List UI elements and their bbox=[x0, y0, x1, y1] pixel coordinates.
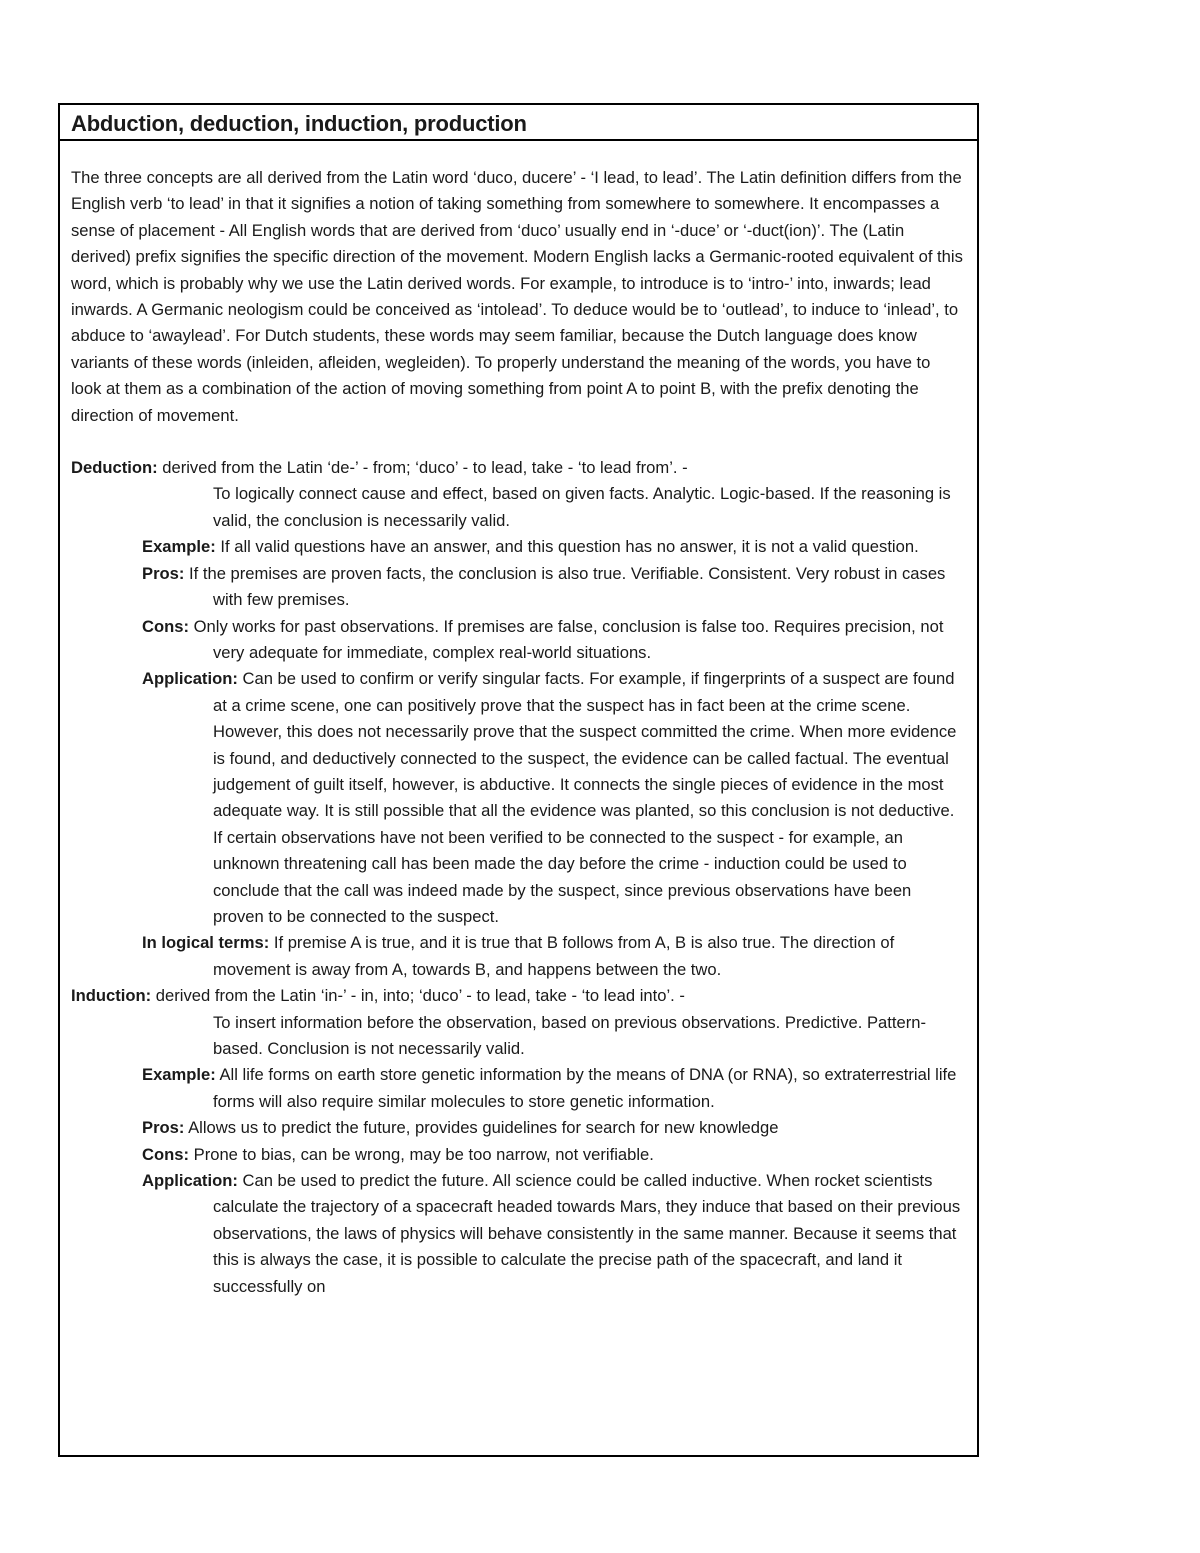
deduction-example-text: If all valid questions have an answer, and this question has no answer, it is not a valid question. bbox=[215, 537, 919, 557]
deduction-pros-label: Pros: bbox=[142, 563, 185, 583]
page-title: Abduction, deduction, induction, production bbox=[60, 105, 977, 141]
induction-application-label: Application: bbox=[142, 1171, 238, 1191]
deduction-application bbox=[142, 666, 965, 930]
deduction-cons bbox=[142, 614, 965, 667]
induction-pros-text: Allows us to predict the future, provides guidelines for search for new knowledge bbox=[184, 1118, 779, 1138]
induction-application-text: Can be used to predict the future. All science could be called inductive. When rocket scientists calculate the trajectory of a spacecraft headed towards Mars, they induce that based on their previous observations, the laws of physics will behave consistently in the same manner. Because it seems that this is always the case, it is possible to calculate the precise path of the spacecraft, and land it successfully on bbox=[213, 1171, 961, 1296]
document-box bbox=[58, 103, 979, 1457]
deduction-example bbox=[142, 534, 965, 560]
intro-paragraph: The three concepts are all derived from the Latin word ‘duco, ducere’ - ‘I lead, to lead’. The Latin definition differs from the English verb ‘to lead’ in that it signifies a notion of taking something from somewhere to somewhere. It encompasses a sense of placement - All English words that are derived from ‘duco’ usually end in ‘-duce’ or ‘-duct(ion)’. The (Latin derived) prefix signifies the specific direction of the movement. Modern English lacks a Germanic-rooted equivalent of this word, which is probably why we use the Latin derived words. For example, to introduce is to ‘intro-’ into, inwards; lead inwards. A Germanic neologism could be conceived as ‘intolead’. To deduce would be to ‘outlead’, to induce to ‘inlead’, to abduce to ‘awaylead’. For Dutch students, these words may seem familiar, because the Dutch language does know variants of these words (inleiden, afleiden, wegleiden). To properly understand the meaning of the words, you have to look at them as a combination of the action of moving something from point A to point B, with the prefix denoting the direction of movement. bbox=[71, 168, 963, 425]
deduction-logical-text: If premise A is true, and it is true that B follows from A, B is also true. The direction of movement is away from A, towards B, and happens between the two. bbox=[213, 933, 895, 979]
deduction-cons-label: Cons: bbox=[142, 616, 190, 636]
induction-description: To insert information before the observation, based on previous observations. Predictive. Pattern-based. Conclusion is not necessarily valid. bbox=[213, 1012, 926, 1058]
deduction-logical-terms bbox=[142, 930, 965, 983]
induction-pros-label: Pros: bbox=[142, 1118, 185, 1138]
induction-label: Induction: bbox=[71, 986, 152, 1006]
deduction-cons-text: Only works for past observations. If premises are false, conclusion is false too. Requires precision, not very adequate for immediate, complex real-world situations. bbox=[189, 616, 944, 662]
induction-example bbox=[142, 1062, 965, 1115]
deduction-logical-label: In logical terms: bbox=[142, 933, 270, 953]
deduction-application-text: Can be used to confirm or verify singular facts. For example, if fingerprints of a suspect are found at a crime scene, one can positively prove that the suspect has in fact been at the crime scene. However, this does not necessarily prove that the suspect committed the crime. When more evidence is found, and deductively connected to the suspect, the evidence can be called factual. The eventual judgement of guilt itself, however, is abductive. It connects the single pieces of evidence in the most adequate way. It is still possible that all the evidence was planted, so this conclusion is not deductive. If certain observations have not been verified to be connected to the suspect - for example, an unknown threatening call has been made the day before the crime - induction could be used to conclude that the call was indeed made by the suspect, since previous observations have been proven to be connected to the suspect. bbox=[213, 669, 957, 926]
induction-pros bbox=[142, 1115, 965, 1141]
document-body bbox=[60, 141, 977, 1300]
deduction-application-label: Application: bbox=[142, 669, 238, 689]
deduction-etymology: derived from the Latin ‘de-’ - from; ‘duco’ - to lead, take - ‘to lead from’. - bbox=[157, 458, 688, 478]
deduction-heading bbox=[71, 455, 965, 481]
induction-cons-label: Cons: bbox=[142, 1144, 190, 1164]
deduction-example-label: Example: bbox=[142, 537, 216, 557]
induction-cons bbox=[142, 1142, 965, 1168]
deduction-pros bbox=[142, 561, 965, 614]
induction-example-label: Example: bbox=[142, 1065, 216, 1085]
deduction-label: Deduction: bbox=[71, 458, 158, 478]
induction-etymology: derived from the Latin ‘in-’ - in, into; ‘duco’ - to lead, take - ‘to lead into’. - bbox=[151, 986, 685, 1006]
deduction-pros-text: If the premises are proven facts, the conclusion is also true. Verifiable. Consistent. Very robust in cases with few premises. bbox=[184, 563, 946, 610]
induction-cons-text: Prone to bias, can be wrong, may be too narrow, not verifiable. bbox=[189, 1144, 654, 1164]
induction-heading bbox=[71, 983, 965, 1009]
induction-example-text: All life forms on earth store genetic information by the means of DNA (or RNA), so extraterrestrial life forms will also require similar molecules to store genetic information. bbox=[213, 1065, 957, 1111]
induction-application bbox=[142, 1168, 965, 1300]
deduction-description: To logically connect cause and effect, based on given facts. Analytic. Logic-based. If the reasoning is valid, the conclusion is necessarily valid. bbox=[213, 484, 951, 530]
